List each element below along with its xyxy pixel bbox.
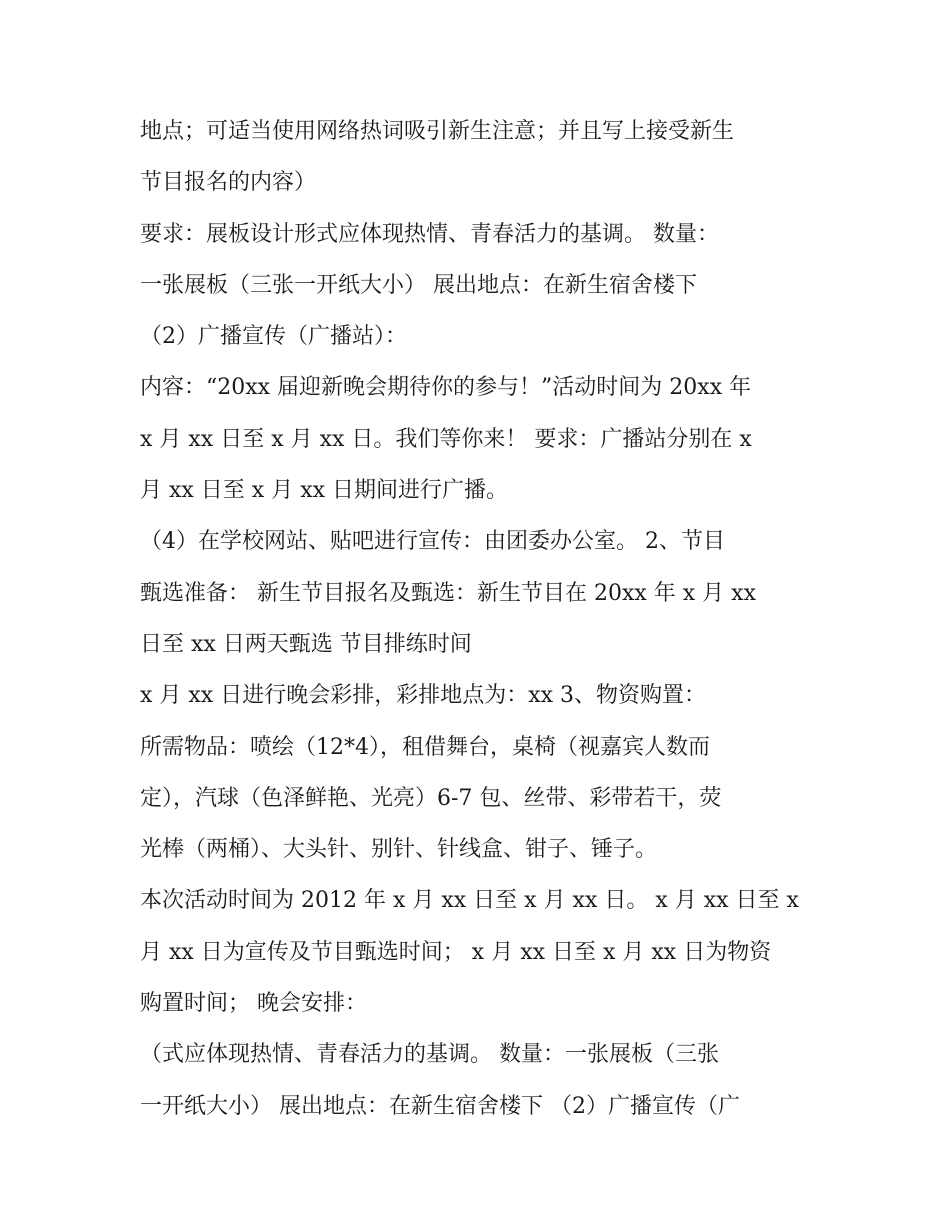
text-line: （4）在学校网站、贴吧进行宣传：由团委办公室。 2、节目 bbox=[140, 529, 725, 555]
text-line: 本次活动时间为 2012 年 x 月 xx 日至 x 月 xx 日。 x 月 xx 日至 x bbox=[140, 888, 799, 914]
text-line: （2）广播宣传（广播站）： bbox=[140, 324, 407, 350]
text-line: 地点；可适当使用网络热词吸引新生注意；并且写上接受新生 bbox=[140, 119, 735, 144]
text-line: 购置时间； 晚会安排： bbox=[140, 991, 367, 1017]
text-line: 定），汽球（色泽鲜艳、光亮）6-7 包、丝带、彩带若干，荧 bbox=[140, 785, 722, 811]
text-line: 月 xx 日至 x 月 xx 日期间进行广播。 bbox=[140, 478, 508, 504]
document-body bbox=[140, 106, 820, 1132]
text-line: 月 xx 日为宣传及节目甄选时间； x 月 xx 日至 x 月 xx 日为物资 bbox=[140, 939, 772, 965]
text-line: （式应体现热情、青春活力的基调。 数量：一张展板（三张 bbox=[140, 1042, 719, 1068]
text-line: 要求：展板设计形式应体现热情、青春活力的基调。 数量： bbox=[140, 221, 719, 247]
text-line: x 月 xx 日进行晚会彩排，彩排地点为：xx 3、物资购置： bbox=[140, 683, 707, 709]
text-line: 一开纸大小） 展出地点：在新生宿舍楼下 （2）广播宣传（广 bbox=[140, 1093, 740, 1119]
text-line: 所需物品：喷绘（12*4），租借舞台，桌椅（视嘉宾人数而 bbox=[140, 734, 710, 760]
text-line: 日至 xx 日两天甄选 节目排练时间 bbox=[140, 631, 472, 657]
text-line: x 月 xx 日至 x 月 xx 日。我们等你来！ 要求：广播站分别在 x bbox=[140, 426, 752, 452]
text-line: 一张展板（三张一开纸大小） 展出地点：在新生宿舍楼下 bbox=[140, 272, 697, 298]
text-line: 甄选准备： 新生节目报名及甄选：新生节目在 20xx 年 x 月 xx bbox=[140, 580, 756, 606]
text-line: 光棒（两桶）、大头针、别针、针线盒、钳子、锤子。 bbox=[140, 837, 658, 863]
text-line: 节目报名的内容） bbox=[140, 170, 317, 196]
text-line: 内容：“20xx 届迎新晚会期待你的参与！”活动时间为 20xx 年 bbox=[140, 375, 752, 401]
